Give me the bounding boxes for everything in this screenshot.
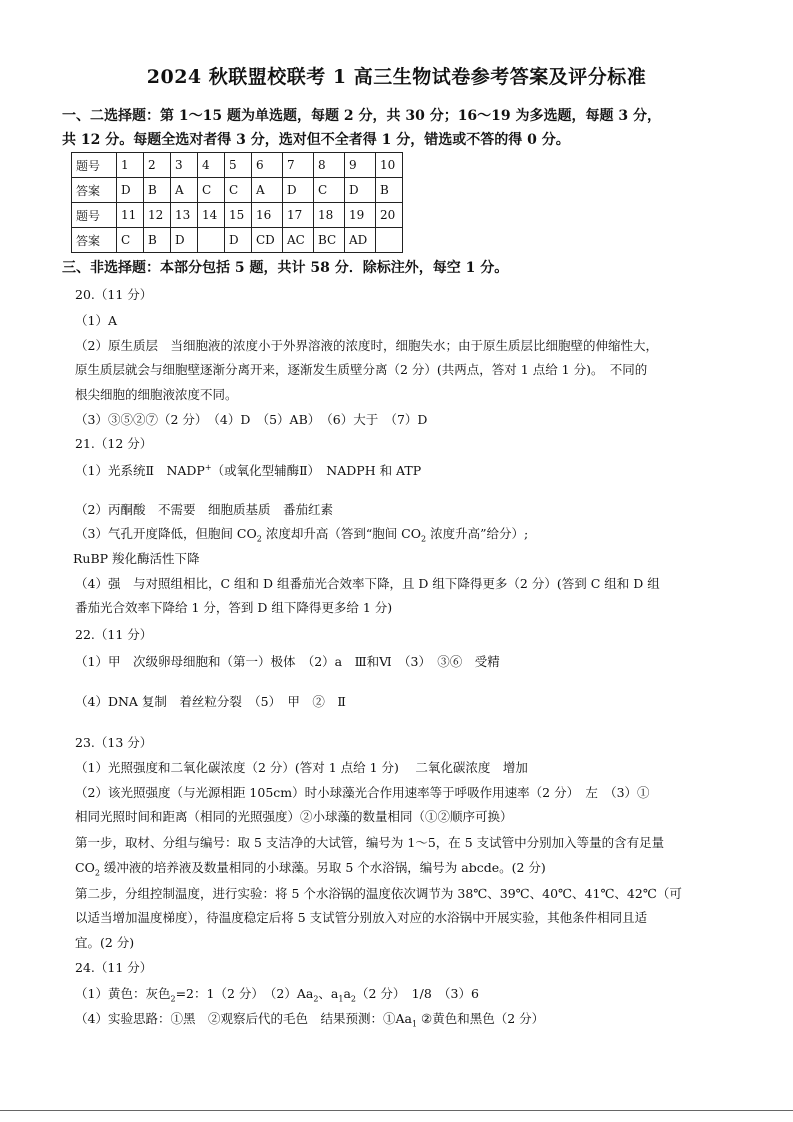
q23-step-2-end: 宜。(2 分)	[75, 935, 135, 950]
q23-heading: 23.（13 分）	[75, 735, 153, 750]
table-cell: 10	[376, 153, 403, 178]
table-cell: 18	[314, 203, 345, 228]
q24-answer-1-3	[75, 984, 735, 1004]
table-cell: CD	[252, 228, 283, 253]
text-span: 浓度却升高（答到“胞间 CO	[261, 526, 421, 541]
text-span: （1）光系统Ⅱ NADP	[75, 463, 205, 478]
section3-heading: 三、非选择题：本部分包括 5 题，共计 58 分．除标注外，每空 1 分。	[62, 260, 509, 276]
table-cell: D	[225, 228, 252, 253]
q21-heading: 21.（12 分）	[75, 436, 153, 451]
text-span: a	[343, 986, 351, 1001]
table-cell: 19	[345, 203, 376, 228]
q23-step-2: 第二步，分组控制温度，进行实验：将 5 个水浴锅的温度依次调节为 38℃、39℃、40℃、41℃、42℃（可	[75, 886, 682, 901]
text-span: =2：1（2 分） （2）Aa	[175, 986, 314, 1001]
subscript: 1	[338, 994, 344, 1004]
table-cell: 12	[144, 203, 171, 228]
table-cell: 题号	[72, 203, 117, 228]
text-span: （2 分） 1/8 （3）6	[356, 986, 479, 1001]
table-cell	[198, 228, 225, 253]
table-cell: C	[314, 178, 345, 203]
table-cell: AD	[345, 228, 376, 253]
q20-answer-2: （2）原生质层 当细胞液的浓度小于外界溶液的浓度时，细胞失水；由于原生质层比细胞壁的伸缩性大，	[75, 338, 658, 353]
table-cell: 5	[225, 153, 252, 178]
q21-answer-3-cont: RuBP 羧化酶活性下降	[73, 551, 200, 566]
table-cell: 13	[171, 203, 198, 228]
q21-answer-4-cont: 番茄光合效率下降给 1 分，答到 D 组下降得更多给 1 分)	[75, 600, 393, 615]
q23-answer-1: （1）光照强度和二氧化碳浓度（2 分）(答对 1 点给 1 分) 二氧化碳浓度 增加	[75, 760, 528, 775]
table-cell: 9	[345, 153, 376, 178]
q22-answer-1-3: （1）甲 次级卵母细胞和（第一）极体 （2）a Ⅲ和Ⅵ （3） ③⑥ 受精	[75, 654, 500, 669]
table-cell: B	[376, 178, 403, 203]
table-cell: C	[117, 228, 144, 253]
page-title: 2024 秋联盟校联考 1 高三生物试卷参考答案及评分标准	[146, 66, 647, 88]
table-cell: B	[144, 228, 171, 253]
q20-answer-1: （1）A	[75, 313, 117, 328]
q21-answer-4: （4）强 与对照组相比，C 组和 D 组番茄光合效率下降，且 D 组下降得更多（2 分）(答到 C 组和 D 组	[75, 576, 660, 591]
table-cell: 15	[225, 203, 252, 228]
answer-table	[71, 152, 403, 253]
table-cell: D	[117, 178, 144, 203]
page-bottom-divider	[0, 1110, 793, 1111]
q23-answer-2: （2）该光照强度（与光源相距 105cm）时小球藻光合作用速率等于呼吸作用速率（2 分） 左 （3）①	[75, 785, 650, 800]
table-row	[72, 228, 403, 253]
q22-heading: 22.（11 分）	[75, 627, 153, 642]
text-span: （3）气孔开度降低，但胞间 CO	[75, 526, 257, 541]
table-cell: B	[144, 178, 171, 203]
table-row	[72, 178, 403, 203]
q23-step-2-cont: 以适当增加温度梯度），待温度稳定后将 5 支试管分别放入对应的水浴锅中开展实验，其他条件相同且适	[75, 910, 648, 925]
text-span: ②黄色和黑色（2 分）	[417, 1011, 545, 1026]
table-cell	[376, 228, 403, 253]
subscript: 2	[421, 534, 427, 544]
text-span: 缓冲液的培养液及数量相同的小球藻。另取 5 个水浴锅，编号为 abcde。(2 分)	[99, 860, 546, 875]
subscript: 2	[170, 994, 176, 1004]
table-cell: 答案	[72, 228, 117, 253]
table-cell: 20	[376, 203, 403, 228]
table-cell: BC	[314, 228, 345, 253]
table-cell: 8	[314, 153, 345, 178]
table-cell: 14	[198, 203, 225, 228]
q20-answer-2-cont: 原生质层就会与细胞壁逐渐分离开来，逐渐发生质壁分离（2 分）(共两点，答对 1 点给 1 分)。 不同的	[75, 362, 648, 377]
table-cell: A	[171, 178, 198, 203]
table-row	[72, 203, 403, 228]
table-cell: C	[225, 178, 252, 203]
table-cell: 7	[283, 153, 314, 178]
table-cell: 11	[117, 203, 144, 228]
q23-step-1-cont	[75, 858, 735, 878]
table-cell: 6	[252, 153, 283, 178]
table-row	[72, 153, 403, 178]
q21-answer-3	[75, 524, 735, 544]
table-cell: 16	[252, 203, 283, 228]
text-span: CO	[75, 860, 95, 875]
text-span: 浓度升高”给分）;	[426, 526, 529, 541]
q21-answer-1	[75, 461, 735, 479]
table-cell: C	[198, 178, 225, 203]
subscript: 2	[256, 534, 262, 544]
subscript: 2	[313, 994, 319, 1004]
subscript: 2	[350, 994, 356, 1004]
section1-line2: 共 12 分。每题全选对者得 3 分，选对但不全者得 1 分，错选或不答的得 0 分。	[62, 132, 570, 148]
table-cell: D	[283, 178, 314, 203]
subscript: 2	[94, 868, 100, 878]
table-cell: 4	[198, 153, 225, 178]
table-cell: A	[252, 178, 283, 203]
q23-answer-3: 相同光照时间和距离（相同的光照强度）②小球藻的数量相同（①②顺序可换）	[75, 809, 513, 824]
q22-answer-4-5: （4）DNA 复制 着丝粒分裂 （5） 甲 ② Ⅱ	[75, 694, 346, 709]
text-span: 、a	[318, 986, 339, 1001]
q21-answer-2: （2）丙酮酸 不需要 细胞质基质 番茄红素	[75, 502, 333, 517]
section1-line1: 一、二选择题：第 1～15 题为单选题，每题 2 分，共 30 分；16～19 为多选题，每题 3 分，	[62, 108, 662, 124]
table-cell: 3	[171, 153, 198, 178]
q24-heading: 24.（11 分）	[75, 960, 153, 975]
q24-answer-4	[75, 1009, 735, 1029]
table-cell: 17	[283, 203, 314, 228]
text-span: （1）黄色：灰色	[75, 986, 171, 1001]
table-cell: 答案	[72, 178, 117, 203]
subscript: 1	[411, 1019, 418, 1029]
table-cell: AC	[283, 228, 314, 253]
q20-heading: 20.（11 分）	[75, 287, 153, 302]
q20-answer-3-7: （3）③⑤②⑦（2 分） （4）D （5）AB） （6）大于 （7）D	[75, 412, 428, 427]
q20-answer-2-end: 根尖细胞的细胞液浓度不同。	[75, 387, 238, 402]
text-span: （或氧化型辅酶Ⅱ） NADPH 和 ATP	[211, 463, 422, 478]
table-cell: 1	[117, 153, 144, 178]
q23-step-1: 第一步，取材、分组与编号：取 5 支洁净的大试管，编号为 1～5，在 5 支试管中分别加入等量的含有足量	[75, 835, 665, 850]
superscript: +	[204, 462, 212, 472]
table-cell: D	[345, 178, 376, 203]
table-cell: 2	[144, 153, 171, 178]
table-cell: D	[171, 228, 198, 253]
table-cell: 题号	[72, 153, 117, 178]
text-span: （4）实验思路：①黑 ②观察后代的毛色 结果预测：①Aa	[75, 1011, 412, 1026]
